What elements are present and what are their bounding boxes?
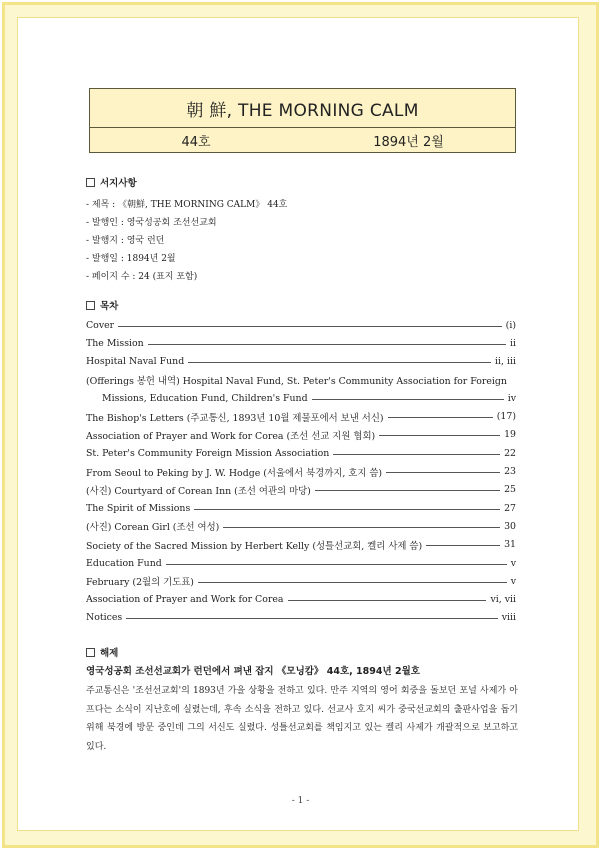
toc-entry xyxy=(86,517,516,535)
toc-entry-page: 27 xyxy=(504,502,516,514)
page-number: - 1 - xyxy=(291,796,310,806)
toc-entry-page: (i) xyxy=(505,319,516,331)
toc-entry-label: From Seoul to Peking by J. W. Hodge (서울에서 북경까지, 호지 씀) xyxy=(86,467,383,479)
toc-entry-label: Association of Prayer and Work for Corea (조선 선교 지원 협회) xyxy=(86,430,376,442)
toc-entry-label: Notices xyxy=(86,612,123,624)
table-of-contents xyxy=(86,316,516,627)
bibliography-item: - 페이지 수 : 24 (표지 포함) xyxy=(86,272,198,282)
checkbox-square-icon xyxy=(86,178,95,187)
issue-date: 1894년 2월 xyxy=(373,134,444,150)
toc-entry-label: The Bishop's Letters (주교통신, 1893년 10월 제물포에서 보낸 서신) xyxy=(86,412,384,424)
issue-number: 44호 xyxy=(181,134,211,150)
toc-entry-label: St. Peter's Community Foreign Mission Association xyxy=(86,447,330,459)
toc-entry-label: The Mission xyxy=(86,337,144,349)
bibliography-heading: 서지사항 xyxy=(86,175,137,189)
toc-entry xyxy=(86,572,516,590)
bibliography-item: - 제목 : 《朝鮮, THE MORNING CALM》 44호 xyxy=(86,200,288,210)
toc-entry-page: 25 xyxy=(504,484,516,496)
issue-row xyxy=(90,128,515,152)
toc-leader-line xyxy=(198,582,507,583)
toc-leader-line xyxy=(315,490,500,491)
toc-entry-page: 31 xyxy=(504,539,516,551)
toc-leader-line xyxy=(386,472,500,473)
toc-leader-line xyxy=(194,509,500,510)
toc-entry-page: iv xyxy=(507,392,516,404)
toc-entry xyxy=(86,389,516,407)
toc-leader-line xyxy=(126,618,497,619)
toc-entry-page: viii xyxy=(501,612,516,624)
toc-leader-line xyxy=(148,344,506,345)
summary-heading: 해제 xyxy=(86,645,118,659)
toc-entry-page: 23 xyxy=(504,466,516,478)
checkbox-square-icon xyxy=(86,301,95,310)
toc-entry-label: Missions, Education Fund, Children's Fund xyxy=(102,392,308,404)
toc-entry-page: 30 xyxy=(504,520,516,532)
toc-entry-label: February (2월의 기도표) xyxy=(86,577,194,589)
toc-entry-page: v xyxy=(510,575,516,587)
toc-entry-page: vi, vii xyxy=(490,594,516,606)
toc-leader-line xyxy=(188,362,491,363)
toc-entry xyxy=(86,444,516,462)
title-box xyxy=(89,88,516,153)
toc-leader-line xyxy=(118,326,502,327)
toc-entry-page: v xyxy=(510,557,516,569)
toc-leader-line xyxy=(312,399,504,400)
toc-entry xyxy=(86,499,516,517)
bibliography-item: - 발행지 : 영국 런던 xyxy=(86,236,165,246)
toc-leader-line xyxy=(388,417,493,418)
toc-leader-line xyxy=(166,564,507,565)
toc-entry xyxy=(86,536,516,554)
magazine-title: 朝 鮮, THE MORNING CALM xyxy=(90,89,515,128)
toc-entry-label: (사진) Courtyard of Corean Inn (조선 여관의 마당) xyxy=(86,485,311,497)
toc-entry-label: Society of the Sacred Mission by Herbert Kelly (성틀선교회, 켈리 사제 씀) xyxy=(86,540,423,552)
toc-entry-label: (Offerings 봉헌 내역) Hospital Naval Fund, St. Peter's Community Association for Foreign xyxy=(86,376,507,388)
toc-entry xyxy=(86,481,516,499)
toc-entry xyxy=(86,590,516,608)
toc-entry-label: Association of Prayer and Work for Corea xyxy=(86,594,284,606)
toc-leader-line xyxy=(379,435,500,436)
toc-leader-line xyxy=(333,454,500,455)
toc-leader-line xyxy=(288,600,487,601)
toc-leader-line xyxy=(223,527,500,528)
bibliography-item: - 발행인 : 영국성공회 조선선교회 xyxy=(86,218,217,228)
toc-entry xyxy=(86,316,516,334)
toc-entry-label: Hospital Naval Fund xyxy=(86,356,185,368)
summary-body: 주교통신은 '조선선교회'의 1893년 가을 상황을 전하고 있다. 만주 지역의 영어 회중을 돌보던 포널 사제가 아프다는 소식이 지난호에 실렸는데, 후속 소식을 전하고 있다. 선교사 호지 씨가 중국선교회의 출판사업을 돕기 위해 북경에 방문 중인데 그의 서신도 실렸다. 성틀선교회를 책임지고 있는 켈리 사제가 개괄적으로 보고하고 있다. xyxy=(86,686,518,752)
toc-entry-page: 19 xyxy=(504,429,516,441)
toc-entry xyxy=(86,554,516,572)
toc-entry xyxy=(86,353,516,371)
toc-entry xyxy=(86,371,516,389)
toc-entry-label: (사진) Corean Girl (조선 여성) xyxy=(86,522,220,534)
toc-entry xyxy=(86,426,516,444)
summary-title: 영국성공회 조선선교회가 런던에서 펴낸 잡지 《모닝캄》 44호, 1894년 2월호 xyxy=(86,666,420,677)
toc-entry-page: 22 xyxy=(504,447,516,459)
toc-entry xyxy=(86,334,516,352)
toc-entry-page: ii xyxy=(510,337,516,349)
toc-entry-page: (17) xyxy=(496,411,516,423)
toc-entry xyxy=(86,407,516,425)
checkbox-square-icon xyxy=(86,648,95,657)
bibliography-list xyxy=(86,196,287,286)
toc-entry-page: ii, iii xyxy=(495,356,516,368)
toc-entry-label: Education Fund xyxy=(86,557,162,569)
bibliography-item: - 발행일 : 1894년 2월 xyxy=(86,254,176,264)
toc-entry-label: The Spirit of Missions xyxy=(86,502,191,514)
toc-entry xyxy=(86,609,516,627)
toc-entry xyxy=(86,462,516,480)
toc-leader-line xyxy=(426,545,500,546)
toc-entry-label: Cover xyxy=(86,319,115,331)
toc-heading: 목차 xyxy=(86,298,118,312)
